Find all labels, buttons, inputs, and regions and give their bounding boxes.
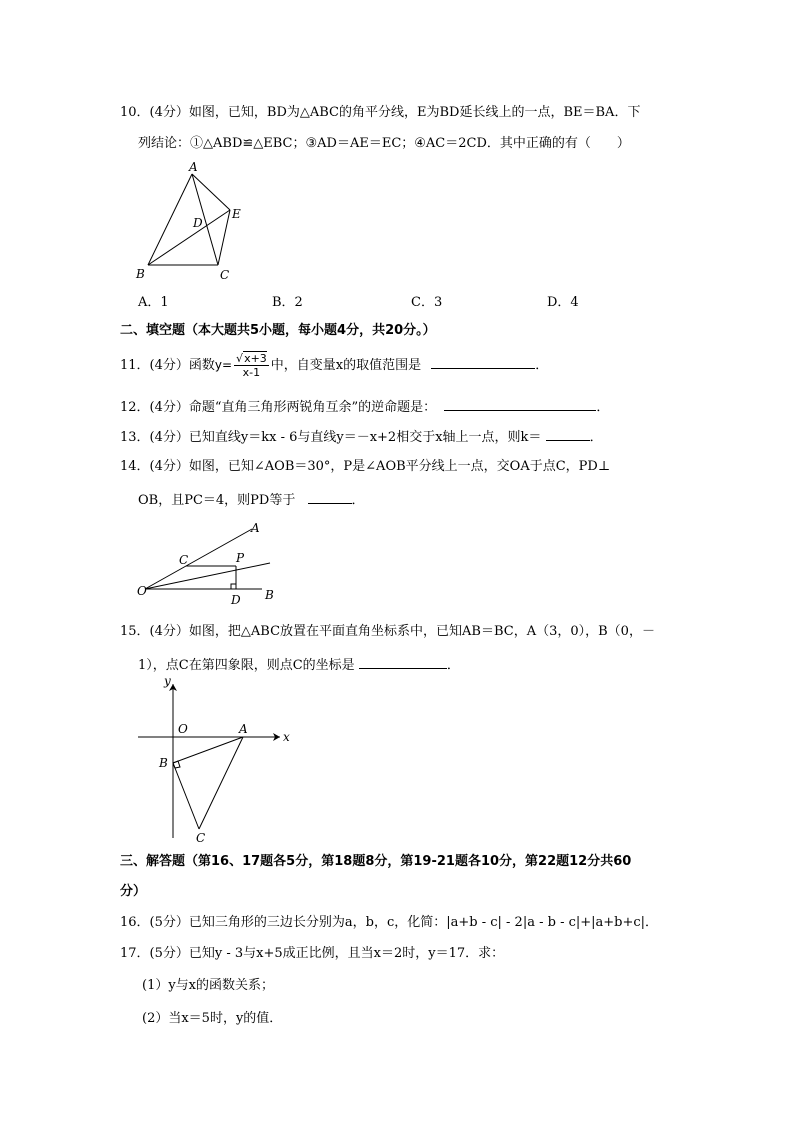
q17-sub1: (1）y与x的函数关系； — [142, 978, 275, 993]
q14-line2-wrap: OB，且PC＝4，则PD等于 ． — [138, 489, 365, 510]
q11-prefix: 11．(4分）函数 — [120, 358, 215, 373]
q14-label-o: O — [137, 584, 147, 598]
q10-line2: 列结论：①△ABD≌△EBC；③AD＝AE＝EC；④AC＝2CD．其中正确的有（ ） — [138, 136, 630, 151]
q11-fraction: $\frac{√x+3}{x-1}$ — [236, 352, 267, 379]
q11-y: y= — [214, 358, 233, 372]
q15-label-o: O — [178, 722, 188, 736]
q13-text: 13．(4分）已知直线y＝kx - 6与直线y＝－x+2相交于x轴上一点，则k＝ — [120, 430, 542, 445]
q15-figure — [130, 672, 300, 850]
q16-line: 16．(5分）已知三角形的三边长分别为a，b，c，化简：|a+b - c| - 2|a - b - c|+|a+b+c|． — [120, 915, 659, 930]
q14-label-p: P — [236, 551, 245, 565]
q12-text: 12．(4分）命题“直角三角形两锐角互余”的逆命题是： — [120, 400, 437, 415]
q11-suffix: 中，自变量x的取值范围是 — [270, 358, 422, 373]
q10-label-c: C — [220, 268, 230, 282]
q15-label-y: y — [164, 674, 171, 688]
q15-line1: 15．(4分）如图，把△ABC放置在平面直角坐标系中，已知AB＝BC，A（3，0），B（0，－ — [120, 624, 655, 639]
q14-label-d: D — [231, 593, 241, 607]
q17-line1: 17．(5分）已知y - 3与x+5成正比例，且当x＝2时，y＝17．求： — [120, 946, 505, 961]
q11-denominator: x-1 — [242, 366, 261, 379]
q10-option-d: D．4 — [547, 295, 579, 310]
q13-answer-blank[interactable] — [546, 426, 590, 441]
q14-label-b: B — [265, 588, 274, 602]
q15-label-x: x — [283, 730, 290, 744]
q10-label-a: A — [189, 160, 198, 174]
q10-option-a: A．1 — [138, 295, 169, 310]
q14-label-c: C — [179, 553, 189, 567]
q10-option-c: C．3 — [411, 295, 443, 310]
q15-label-b: B — [159, 756, 168, 770]
q12-line: 12．(4分）命题“直角三角形两锐角互余”的逆命题是： ． — [120, 396, 609, 417]
q13-line: 13．(4分）已知直线y＝kx - 6与直线y＝－x+2相交于x轴上一点，则k＝ ． — [120, 426, 603, 447]
q10-line1: 10．(4分）如图，已知，BD为△ABC的角平分线，E为BD延长线上的一点，BE＝BA．下 — [120, 105, 641, 120]
q15-answer-blank[interactable] — [359, 654, 447, 669]
q15-label-c: C — [196, 831, 206, 845]
q10-label-d: D — [193, 216, 203, 230]
q14-label-a: A — [251, 521, 260, 535]
q11-line: 11．(4分）函数y= $\frac{√x+3}{x-1}$ 中，自变量x的取值范围是 ． — [120, 352, 549, 379]
q14-answer-blank[interactable] — [308, 489, 352, 504]
q10-option-b: B．2 — [272, 295, 303, 310]
q15-line2-wrap: 1），点C在第四象限，则点C的坐标是 ． — [138, 654, 460, 675]
q15-label-a: A — [239, 722, 248, 736]
q14-figure — [130, 515, 290, 610]
q10-label-e: E — [232, 207, 241, 221]
q10-figure — [130, 160, 260, 285]
q14-line1: 14．(4分）如图，已知∠AOB＝30°，P是∠AOB平分线上一点，交OA于点C，PD⊥ — [120, 459, 611, 474]
q11-radicand: x+3 — [244, 352, 267, 365]
q17-sub2: (2）当x＝5时，y的值． — [142, 1011, 283, 1026]
q14-line2: OB，且PC＝4，则PD等于 — [138, 493, 296, 508]
q12-answer-blank[interactable] — [444, 396, 596, 411]
section2-heading: 二、填空题（本大题共5小题，每小题4分，共20分。） — [120, 323, 436, 338]
section3-heading-line2: 分） — [120, 884, 147, 899]
q15-line2: 1），点C在第四象限，则点C的坐标是 — [138, 658, 355, 673]
q10-label-b: B — [136, 267, 145, 281]
q11-answer-blank[interactable] — [431, 354, 535, 369]
section3-heading-line1: 三、解答题（第16、17题各5分，第18题8分，第19-21题各10分，第22题12分共60 — [120, 854, 632, 869]
